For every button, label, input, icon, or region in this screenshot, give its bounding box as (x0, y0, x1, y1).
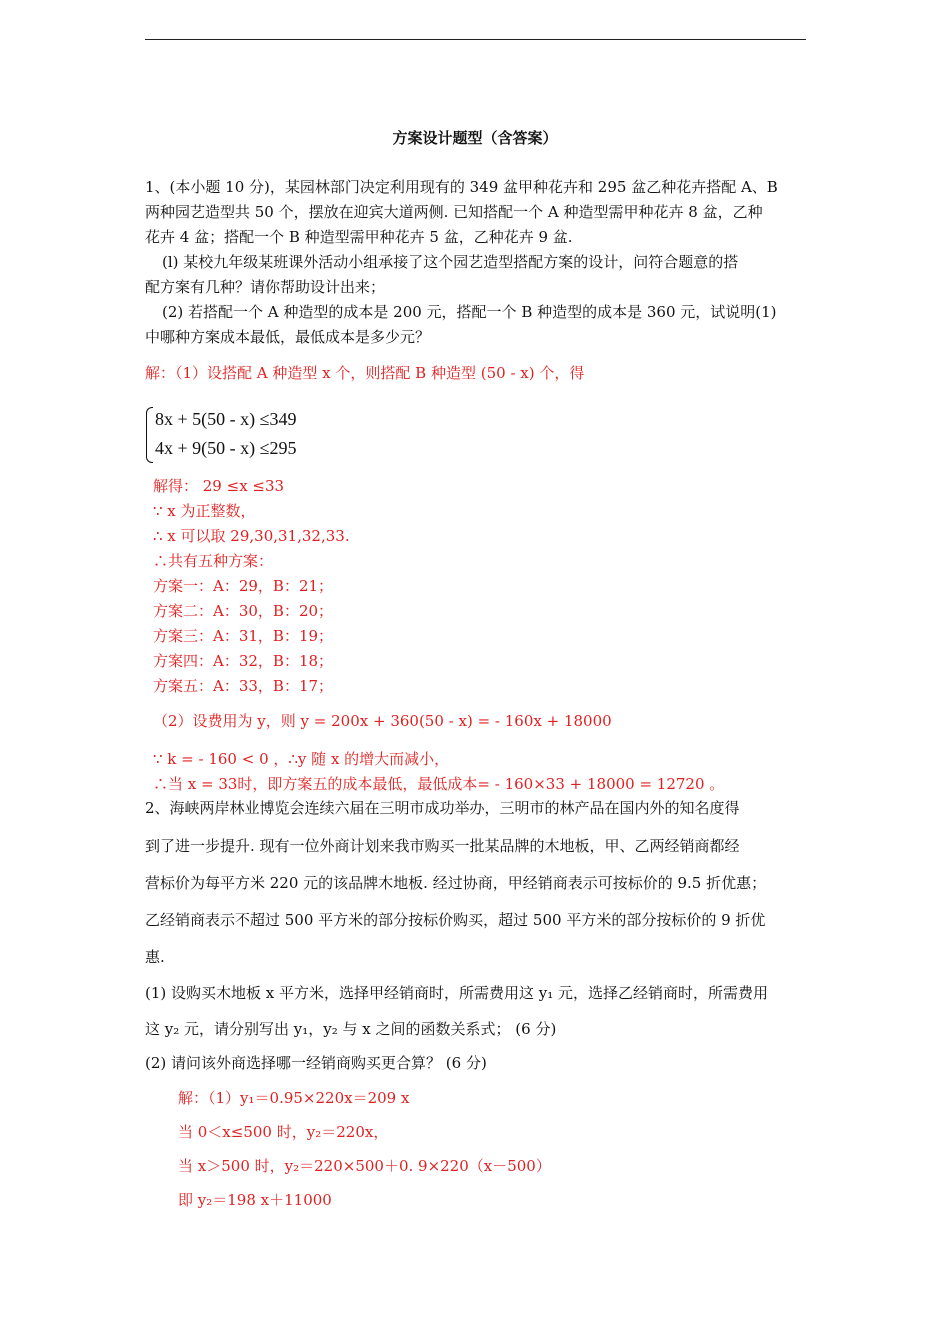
q1-line: 中哪种方案成本最低，最低成本是多少元？ (145, 328, 431, 346)
q2-line: (1) 设购买木地板 x 平方米，选择甲经销商时，所需费用这 y₁ 元，选择乙经销商时，所需费用 (145, 984, 769, 1002)
q2-line: 到了进一步提升. 现有一位外商计划来我市购买一批某品牌的木地板，甲、乙两经销商都经 (145, 837, 740, 855)
q2-line: 乙经销商表示不超过 500 平方米的部分按标价购买，超过 500 平方米的部分按标价的 9 折优 (145, 911, 766, 929)
a1-inequality: 8x + 5(50 - x) ≤349 (155, 409, 297, 429)
q1-line: (2) 若搭配一个 A 种造型的成本是 200 元，搭配一个 B 种造型的成本是 360 元，试说明(1) (162, 303, 777, 321)
q1-line: 两种园艺造型共 50 个，摆放在迎宾大道两侧. 已知搭配一个 A 种造型需甲种花卉 8 盆，乙种 (145, 203, 763, 221)
q1-line: (l) 某校九年级某班课外活动小组承接了这个园艺造型搭配方案的设计，问符合题意的搭 (162, 253, 739, 271)
a2-line: 当 x＞500 时，y₂＝220×500＋0. 9×220（x－500） (178, 1157, 551, 1175)
a1-integer-note: ∵ x 为正整数， (153, 502, 256, 520)
a2-line: 即 y₂＝198 x＋11000 (178, 1191, 332, 1209)
a1-values: ∴ x 可以取 29,30,31,32,33. (153, 527, 350, 545)
a1-cost-function: （2）设费用为 y，则 y = 200x + 360(50 - x) = - 160x + 18000 (153, 712, 612, 730)
a1-inequality: 4x + 9(50 - x) ≤295 (155, 438, 297, 458)
a1-plan: 方案四：A：32，B：18； (153, 652, 334, 670)
a1-solution: 解得： 29 ≤x ≤33 (153, 477, 285, 495)
a1-slope-note: ∵ k = - 160 < 0 ，∴y 随 x 的增大而减小， (153, 750, 450, 768)
q1-line: 配方案有几种？请你帮助设计出来； (145, 278, 386, 296)
q2-line: (2) 请问该外商选择哪一经销商购买更合算？ (6 分) (145, 1054, 487, 1072)
q2-line: 这 y₂ 元，请分别写出 y₁，y₂ 与 x 之间的函数关系式； (6 分) (145, 1020, 557, 1038)
header-rule (145, 39, 806, 40)
a1-conclusion: ∴当 x = 33时，即方案五的成本最低，最低成本= - 160×33 + 18000 = 12720 。 (153, 775, 725, 793)
a1-intro: 解：（1）设搭配 A 种造型 x 个，则搭配 B 种造型 (50 - x) 个，得 (145, 364, 585, 382)
a1-plan-count: ∴共有五种方案： (153, 552, 274, 570)
a2-line: 当 0＜x≤500 时，y₂＝220x， (178, 1123, 389, 1141)
q2-line: 营标价为每平方米 220 元的该品牌木地板. 经过协商，甲经销商表示可按标价的 9.5 折优惠； (145, 874, 767, 892)
q2-line: 2、海峡两岸林业博览会连续六届在三明市成功举办，三明市的林产品在国内外的知名度得 (145, 799, 740, 817)
document-title: 方案设计题型（含答案） (392, 129, 558, 147)
a1-plan: 方案三：A：31，B：19； (153, 627, 334, 645)
q1-line: 花卉 4 盆；搭配一个 B 种造型需甲种花卉 5 盆，乙种花卉 9 盆. (145, 228, 573, 246)
system-brace (146, 407, 153, 463)
q2-line: 惠. (145, 948, 165, 966)
a1-plan: 方案五：A：33，B：17； (153, 677, 334, 695)
a1-plan: 方案一：A：29，B：21； (153, 577, 334, 595)
q1-line: 1、(本小题 10 分)，某园林部门决定利用现有的 349 盆甲种花卉和 295 盆乙种花卉搭配 A、B (145, 178, 778, 196)
a2-line: 解：（1）y₁＝0.95×220x＝209 x (178, 1089, 410, 1107)
a1-plan: 方案二：A：30，B：20； (153, 602, 334, 620)
